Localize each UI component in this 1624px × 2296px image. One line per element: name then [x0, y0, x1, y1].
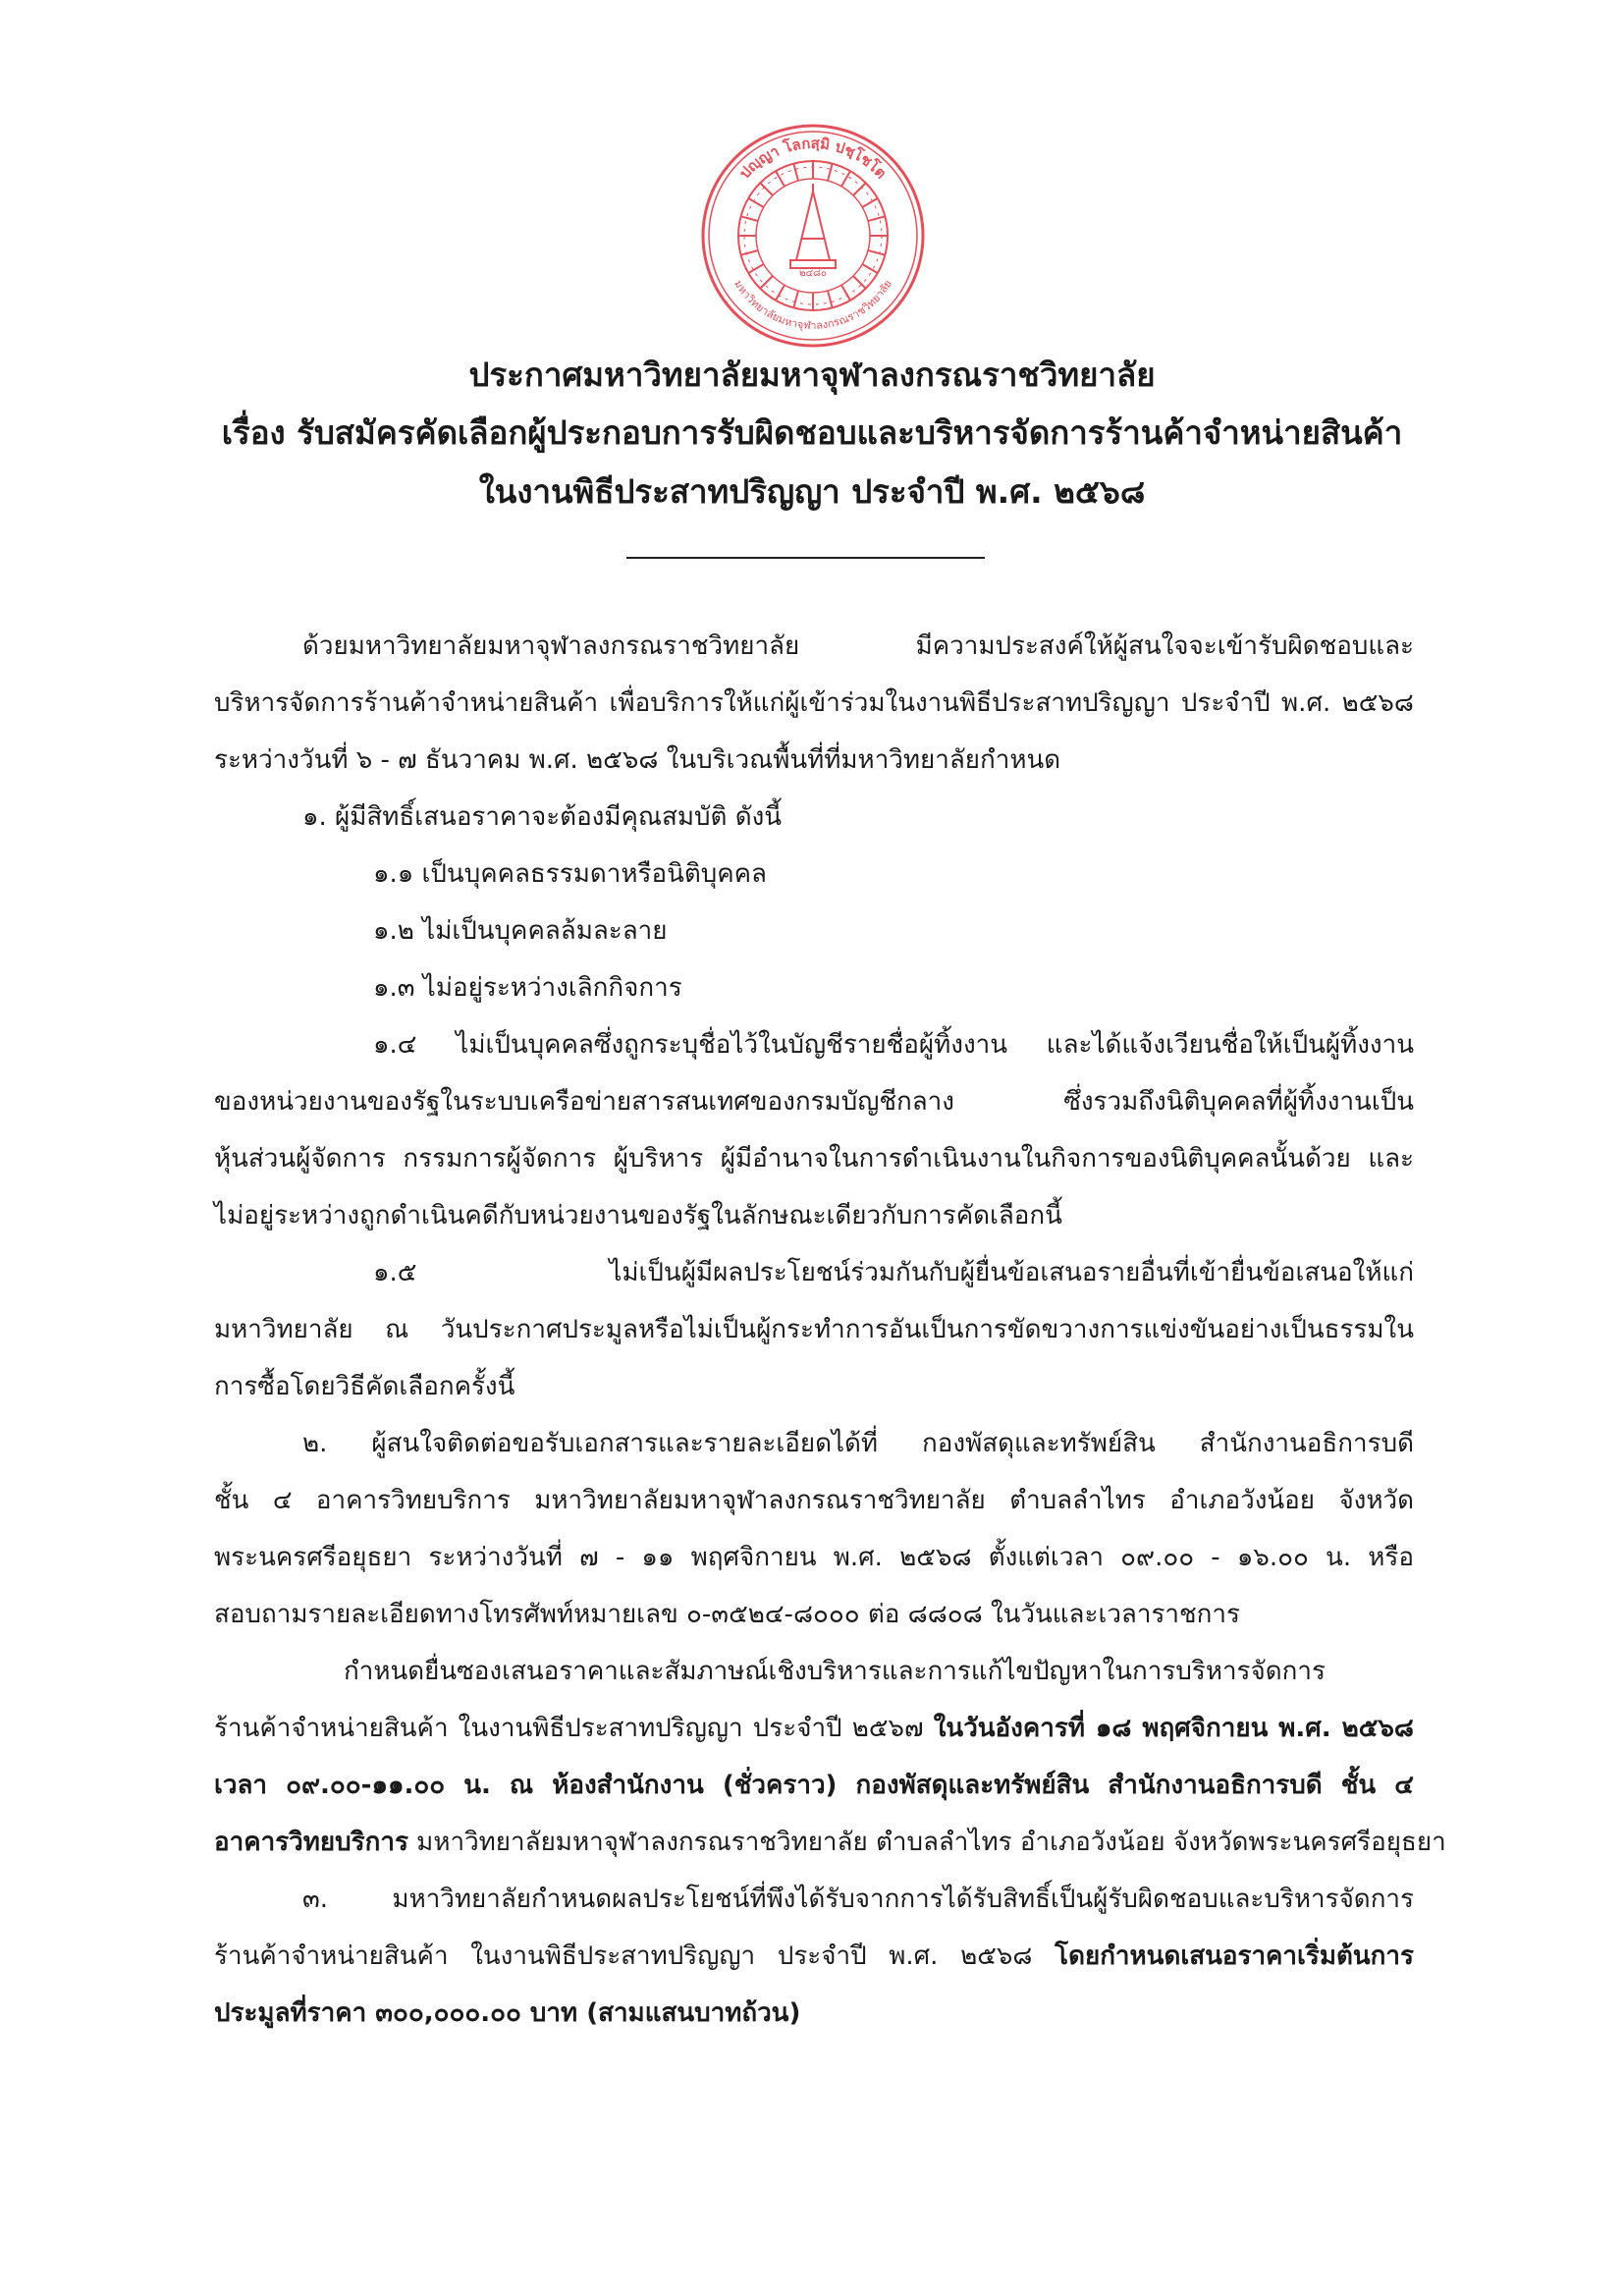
- section-2-line: พระนครศรีอยุธยา ระหว่างวันที่ ๗ - ๑๑ พฤศจิกายน พ.ศ. ๒๕๖๘ ตั้งแต่เวลา ๐๙.๐๐ - ๑๖.๐๐ น. หรือ: [214, 1543, 1414, 1572]
- section-1-2: ๑.๒ ไม่เป็นบุคคลล้มละลาย: [373, 916, 668, 946]
- section-3-price: ประมูลที่ราคา ๓๐๐,๐๐๐.๐๐ บาท (สามแสนบาทถ้วน): [214, 1998, 801, 2028]
- seal-motto: ปญฺญา โลกสฺมิ ปชฺโชโต: [735, 134, 891, 183]
- seal-spoke: [862, 198, 878, 207]
- section-1-5-line: ๑.๕ ไม่เป็นผู้มีผลประโยชน์ร่วมกันกับผู้ยื่นข้อเสนอรายอื่นที่เข้ายื่นข้อเสนอให้แก่: [373, 1258, 1414, 1287]
- announcement-title: ประกาศมหาวิทยาลัยมหาจุฬาลงกรณราชวิทยาลัย: [468, 355, 1156, 394]
- intro-line: ด้วยมหาวิทยาลัยมหาจุฬาลงกรณราชวิทยาลัย มีความประสงค์ให้ผู้สนใจจะเข้ารับผิดชอบและ: [302, 631, 1414, 661]
- section-3-bid-start: โดยกำหนดเสนอราคาเริ่มต้นการ: [1055, 1941, 1414, 1971]
- section-2-line: ชั้น ๔ อาคารวิทยบริการ มหาวิทยาลัยมหาจุฬาลงกรณราชวิทยาลัย ตำบลลำไทร อำเภอวังน้อย จังหวัด: [214, 1486, 1414, 1515]
- intro-line: ระหว่างวันที่ ๖ - ๗ ธันวาคม พ.ศ. ๒๕๖๘ ในบริเวณพื้นที่ที่มหาวิทยาลัยกำหนด: [214, 745, 1061, 775]
- seal-spoke: [793, 164, 798, 181]
- seal-spoke: [776, 285, 785, 301]
- announcement-event: ในงานพิธีประสาทปริญญา ประจำปี พ.ศ. ๒๕๖๘: [478, 472, 1146, 511]
- seal-year: ๒๔๘๐: [799, 268, 827, 279]
- section-3-text: ร้านค้าจำหน่ายสินค้า ในงานพิธีประสาทปริญญา ประจำปี พ.ศ. ๒๕๖๘: [214, 1941, 1056, 1971]
- section-1-4-line: ไม่อยู่ระหว่างถูกดำเนินคดีกับหน่วยงานของรัฐในลักษณะเดียวกับการคัดเลือกนี้: [214, 1201, 1062, 1230]
- seal-spoke: [868, 250, 885, 255]
- section-1-1: ๑.๑ เป็นบุคคลธรรมดาหรือนิติบุคคล: [373, 859, 767, 889]
- seal-spoke: [868, 216, 885, 221]
- seal-spoke: [828, 164, 833, 181]
- seal-spoke: [853, 183, 866, 195]
- seal-spoke: [741, 250, 758, 255]
- schedule-address: มหาวิทยาลัยมหาจุฬาลงกรณราชวิทยาลัย ตำบลลำไทร อำเภอวังน้อย จังหวัดพระนครศรีอยุธยา: [407, 1828, 1446, 1857]
- seal-spoke: [741, 216, 758, 221]
- section-1-4-line: ของหน่วยงานของรัฐในระบบเครือข่ายสารสนเทศของกรมบัญชีกลาง ซึ่งรวมถึงนิติบุคคลที่ผู้ทิ้งงานเป็น: [214, 1087, 1414, 1117]
- seal-spoke: [841, 285, 850, 301]
- schedule-line: กำหนดยื่นซองเสนอราคาและสัมภาษณ์เชิงบริหารและการแก้ไขปัญหาในการบริหารจัดการ: [344, 1657, 1326, 1686]
- section-2-line: ๒. ผู้สนใจติดต่อขอรับเอกสารและรายละเอียดได้ที่ กองพัสดุและทรัพย์สิน สำนักงานอธิการบดี: [302, 1429, 1414, 1458]
- seal-spoke: [862, 264, 878, 273]
- schedule-time-place: เวลา ๐๙.๐๐-๑๑.๐๐ น. ณ ห้องสำนักงาน (ชั่วคราว) กองพัสดุและทรัพย์สิน สำนักงานอธิการบดี ชั้น ๔: [214, 1771, 1414, 1800]
- section-2-line: สอบถามรายละเอียดทางโทรศัพท์หมายเลข ๐-๓๕๒๔-๘๐๐๐ ต่อ ๘๘๐๘ ในวันและเวลาราชการ: [214, 1600, 1240, 1629]
- university-seal: [700, 123, 926, 349]
- section-3-line: [214, 1937, 1414, 1976]
- schedule-line: [214, 1823, 1446, 1862]
- seal-spoke: [828, 291, 833, 307]
- section-1-3: ๑.๓ ไม่อยู่ระหว่างเลิกกิจการ: [373, 973, 682, 1003]
- section-1-4-line: ๑.๔ ไม่เป็นบุคคลซึ่งถูกระบุชื่อไว้ในบัญชีรายชื่อผู้ทิ้งงาน และได้แจ้งเวียนชื่อให้เป็นผู้ทิ้งงาน: [373, 1030, 1414, 1060]
- seal-spoke: [793, 291, 798, 307]
- section-1-5-line: การซื้อโดยวิธีคัดเลือกครั้งนี้: [214, 1372, 515, 1401]
- section-1-4-line: หุ้นส่วนผู้จัดการ กรรมการผู้จัดการ ผู้บริหาร ผู้มีอำนาจในการดำเนินงานในกิจการของนิติบุคคลนั้นด้วย และ: [214, 1144, 1414, 1174]
- seal-ring-text: มหาวิทยาลัยมหาจุฬาลงกรณราชวิทยาลัย: [731, 277, 894, 333]
- section-3-line: ๓. มหาวิทยาลัยกำหนดผลประโยชน์ที่พึงได้รับจากการได้รับสิทธิ์เป็นผู้รับผิดชอบและบริหารจัดการ: [302, 1885, 1414, 1914]
- title-divider: [626, 557, 985, 559]
- schedule-building: อาคารวิทยบริการ: [214, 1828, 408, 1857]
- announcement-subject: เรื่อง รับสมัครคัดเลือกผู้ประกอบการรับผิดชอบและบริหารจัดการร้านค้าจำหน่ายสินค้า: [221, 413, 1403, 452]
- seal-spoke: [748, 264, 764, 273]
- seal-spoke: [760, 183, 773, 195]
- section-1-heading: ๑. ผู้มีสิทธิ์เสนอราคาจะต้องมีคุณสมบัติ ดังนี้: [302, 802, 783, 832]
- schedule-text: ร้านค้าจำหน่ายสินค้า ในงานพิธีประสาทปริญญา ประจำปี ๒๕๖๗: [214, 1714, 934, 1743]
- section-1-5-line: มหาวิทยาลัย ณ วันประกาศประมูลหรือไม่เป็นผู้กระทำการอันเป็นการขัดขวางการแข่งขันอย่างเป็นธรรมใน: [214, 1315, 1414, 1344]
- schedule-line: [214, 1709, 1414, 1748]
- intro-line: บริหารจัดการร้านค้าจำหน่ายสินค้า เพื่อบริการให้แก่ผู้เข้าร่วมในงานพิธีประสาทปริญญา ประจำปี พ.ศ. ๒๕๖๘: [214, 688, 1414, 718]
- schedule-date: ในวันอังคารที่ ๑๘ พฤศจิกายน พ.ศ. ๒๕๖๘: [933, 1714, 1414, 1743]
